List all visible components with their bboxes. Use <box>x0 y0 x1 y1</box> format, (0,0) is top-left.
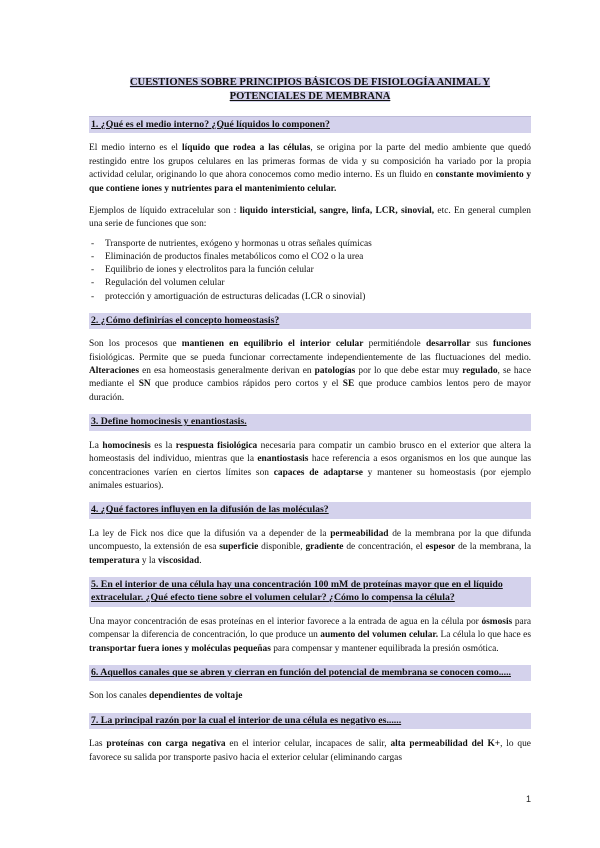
title-line-1: CUESTIONES SOBRE PRINCIPIOS BÁSICOS DE FISIOLOGÍA ANIMAL Y <box>129 77 491 88</box>
functions-list <box>89 238 531 304</box>
question-1-answer-paragraph-2: Ejemplos de líquido extracelular son : liquido intersticial, sangre, linfa, LCR, sinovial, etc. En general cumplen una serie de funciones que son: <box>89 206 531 230</box>
question-5-answer: Una mayor concentración de esas proteínas en el interior favorece a la entrada de agua en la célula por ósmosis para compensar la diferencia de concentración, lo que produce un aumento del volumen celular. La célula lo que hace es transportar fuera iones y moléculas pequeñas para compensar y mantener equilibrada la presión osmótica. <box>89 616 531 654</box>
list-item: - protección y amortiguación de estructuras delicadas (LCR o sinovial) <box>89 291 531 304</box>
title-line-2: POTENCIALES DE MEMBRANA <box>229 91 391 102</box>
question-3-answer: La homocinesis es la respuesta fisiológica necesaria para compatir un cambio brusco en el exterior que altera la homeostasis del individuo, mientras que la enantiostasis hace referencia a esos organismos en los que aunque las concentraciones varíen en ciertos límites son capaces de adaptarse y mantener su homeostasis (por ejemplo animales estuarios). <box>89 440 531 491</box>
question-4-answer: La ley de Fick nos dice que la difusión va a depender de la permeabilidad de la membrana por la que difunda uncompuesto, la extensión de esa superficie disponible, gradiente de concentración, el espesor de la membrana, la temperatura y la viscosidad. <box>89 528 531 566</box>
question-7-heading: 7. La principal razón por la cual el interior de una célula es negativo es...... <box>89 713 531 729</box>
document-body <box>89 76 531 774</box>
question-6-heading: 6. Aquellos canales que se abren y cierran en función del potencial de membrana se conocen como..... <box>89 665 531 681</box>
question-1-answer-paragraph-1: El medio interno es el líquido que rodea a las células, se origina por la parte del medio ambiente que quedó restingido entre los grupos celulares en las primeras formas de vida y su composición ha variado por la propia actividad celular, originando lo que ahora conocemos como medio interno. Es un fluido en constante movimiento y que contiene iones y nutrientes para el mantenimiento celular. <box>89 143 532 194</box>
list-item: - Eliminación de productos finales metabólicos como el CO2 o la urea <box>89 251 531 264</box>
question-6-answer: Son los canales dependientes de voltaje <box>89 691 243 702</box>
question-2-answer: Son los procesos que mantienen en equilibrio el interior celular permitiéndole desarrollar sus funciones fisiológicas. Permite que se pueda funcionar correctamente independientemente de las fluctuaciones del medio. Alteraciones en esa homeostasis generalmente derivan en patologías por lo que debe estar muy regulado, se hace mediante el SN que produce cambios rápidos pero cortos y el SE que produce cambios lentos pero de mayor duración. <box>89 339 532 403</box>
list-item: - Equilibrio de iones y electrolitos para la función celular <box>89 264 531 277</box>
list-item: - Transporte de nutrientes, exógeno y hormonas u otras señales químicas <box>89 238 531 251</box>
question-3-heading: 3. Define homocinesis y enantiostasis. <box>89 414 531 430</box>
question-5-heading: 5. En el interior de una célula hay una concentración 100 mM de proteínas mayor que en el líquido extracelular. ¿Qué efecto tiene sobre el volumen celular? ¿Cómo lo compensa la célula? <box>89 577 531 607</box>
question-4-heading: 4. ¿Qué factores influyen en la difusión de las moléculas? <box>89 502 531 518</box>
question-1-heading: 1. ¿Qué es el medio interno? ¿Qué líquidos lo componen? <box>89 116 531 133</box>
question-2-heading: 2. ¿Cómo definirías el concepto homeostasis? <box>89 313 531 329</box>
question-7-answer: Las proteínas con carga negativa en el interior celular, incapaces de salir, alta permeabilidad del K+, lo que favorece su salida por transporte pasivo hacia el exterior celular (eliminando cargas <box>89 739 531 763</box>
page-number: 1 <box>525 794 531 804</box>
list-item: - Regulación del volumen celular <box>89 277 531 290</box>
document-title <box>89 76 531 104</box>
